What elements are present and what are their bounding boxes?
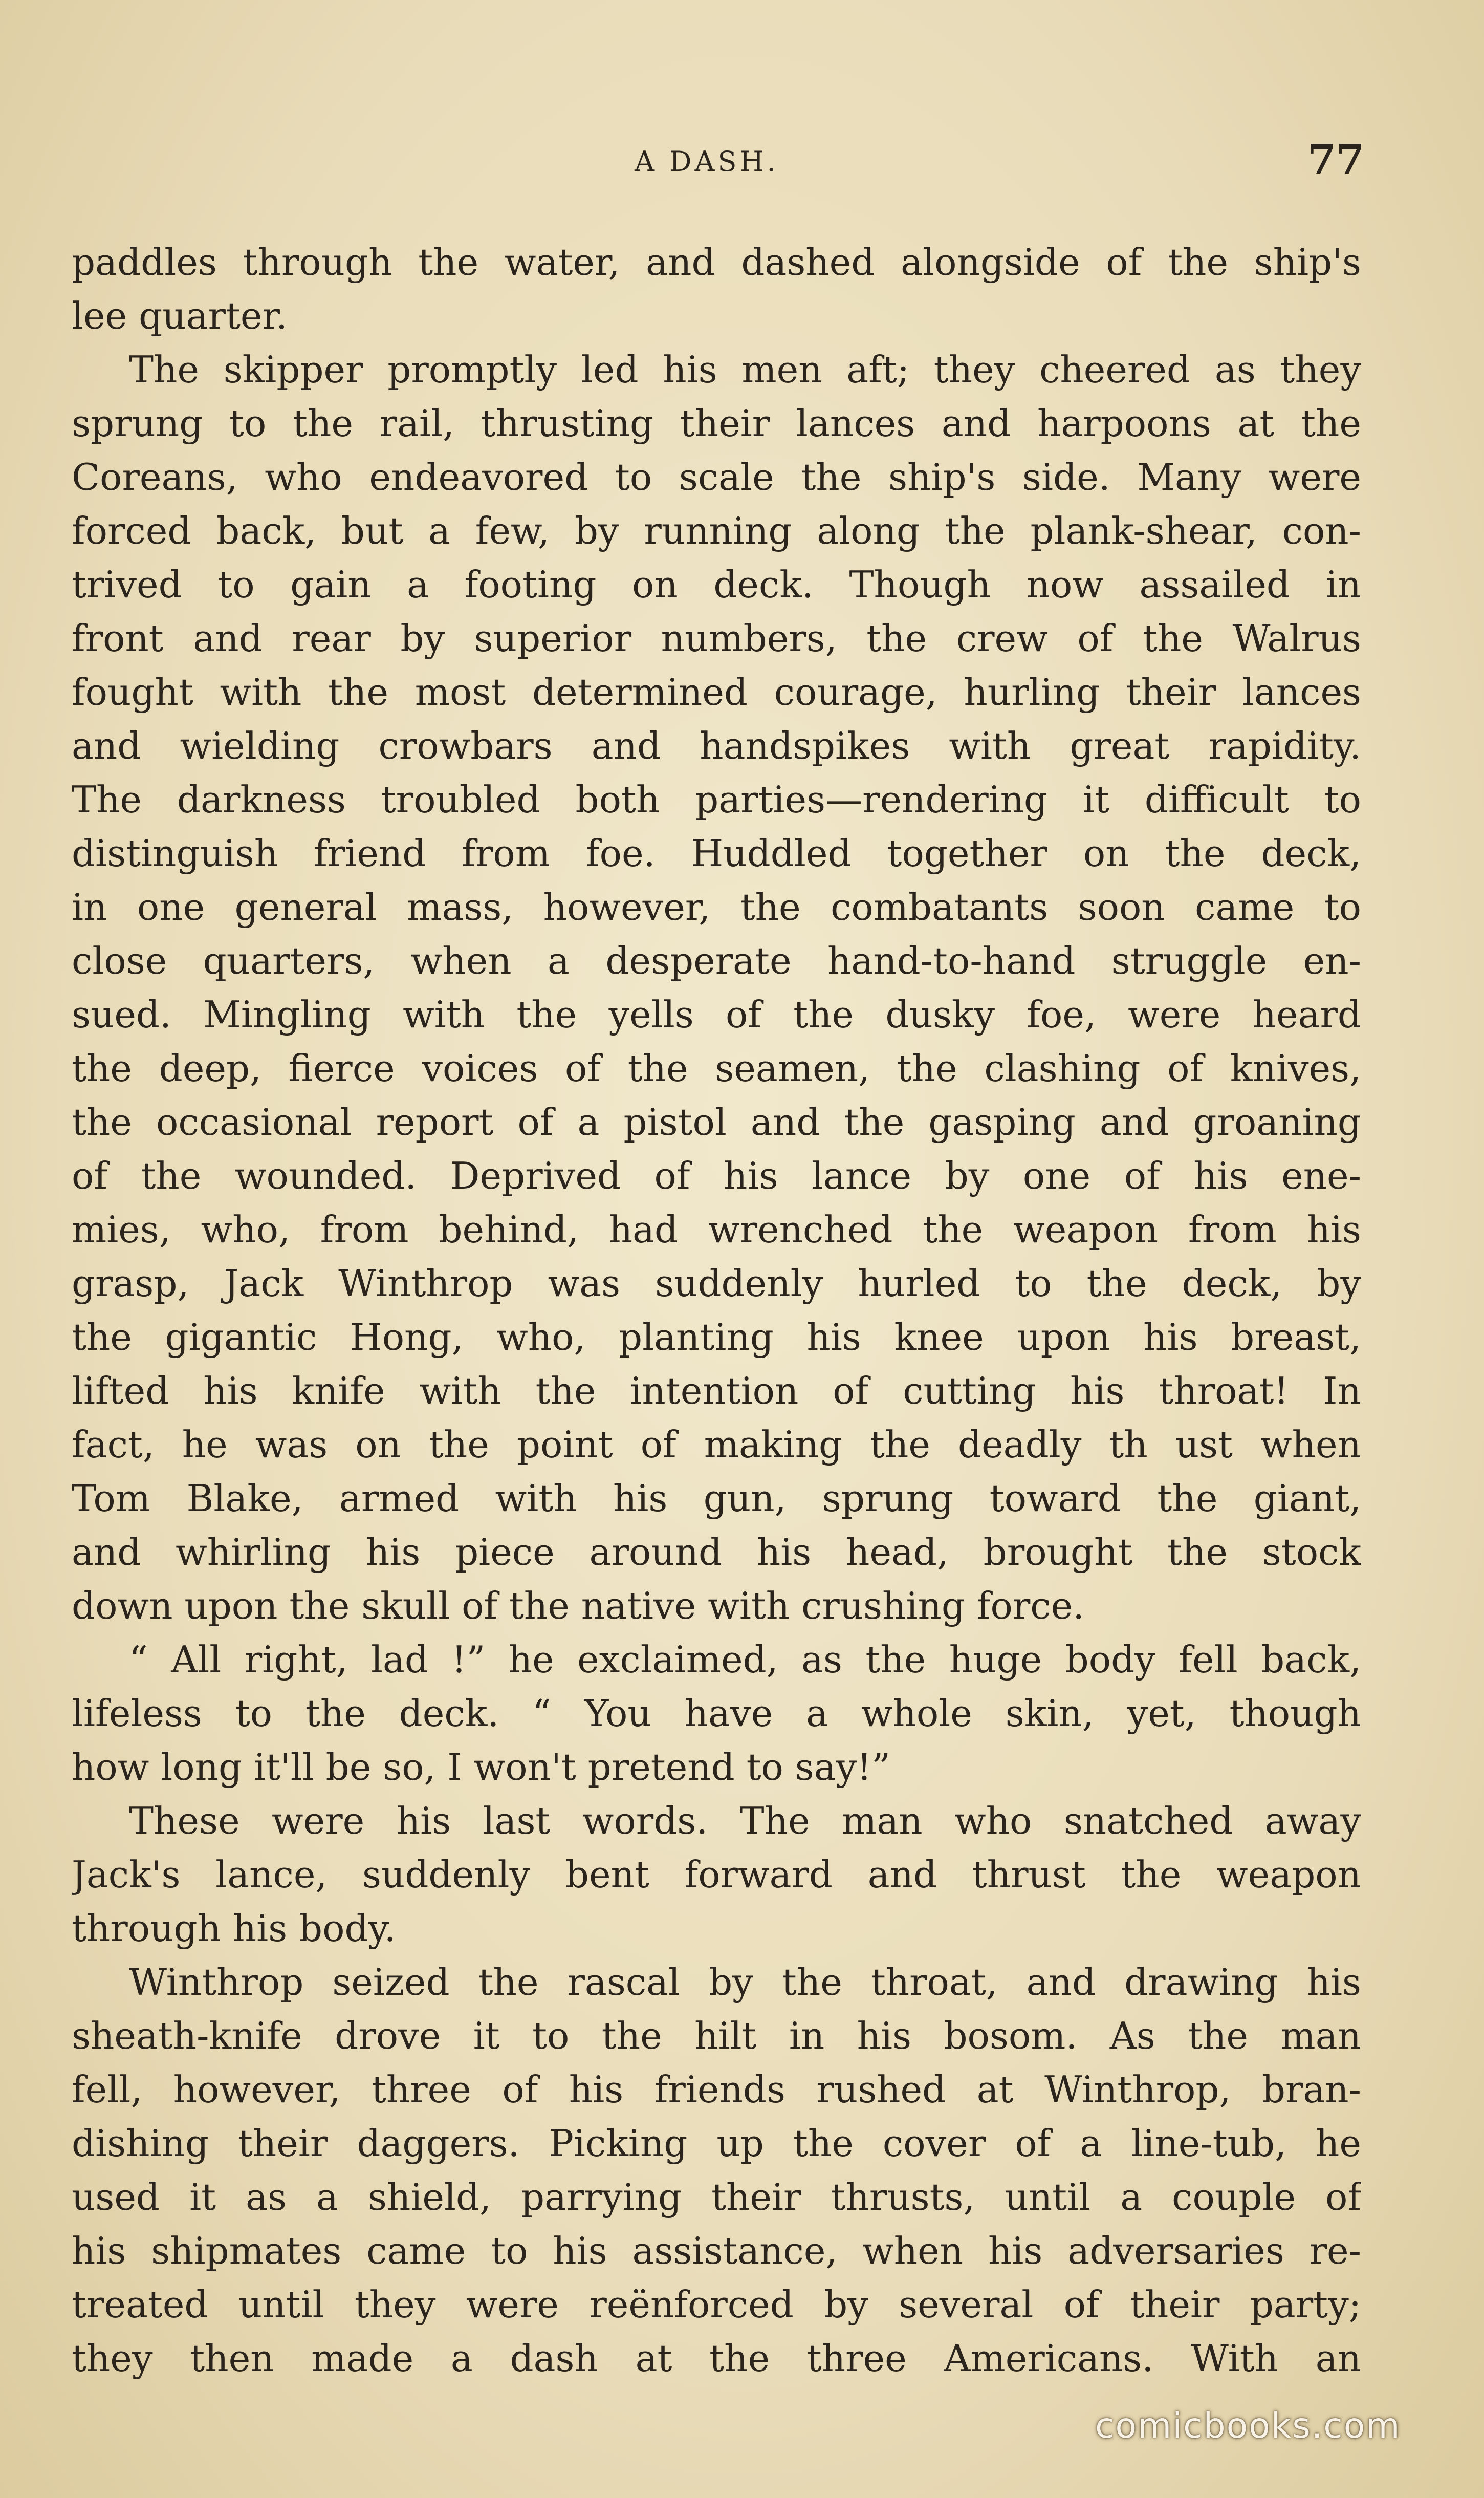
text-line: how long it'll be so, I won't pretend to say!” — [72, 1746, 891, 1789]
text-line: sued. Mingling with the yells of the dusky foe, were heard — [72, 993, 1361, 1036]
text-line: fact, he was on the point of making the deadly th ust when — [72, 1423, 1361, 1466]
text-line: down upon the skull of the native with crushing force. — [72, 1584, 1085, 1627]
text-line: mies, who, from behind, had wrenched the weapon from his — [72, 1208, 1361, 1251]
text-line: the occasional report of a pistol and the gasping and groaning — [72, 1101, 1361, 1144]
text-line: distinguish friend from foe. Huddled together on the deck, — [72, 832, 1361, 875]
text-line: Winthrop seized the rascal by the throat, and drawing his — [129, 1961, 1361, 2004]
text-line: through his body. — [72, 1907, 396, 1950]
text-line: front and rear by superior numbers, the crew of the Walrus — [72, 617, 1361, 660]
page-header — [0, 135, 1484, 195]
text-line: in one general mass, however, the combatants soon came to — [72, 886, 1361, 929]
text-line: Tom Blake, armed with his gun, sprung toward the giant, — [72, 1477, 1361, 1520]
page-number: 77 — [1307, 135, 1365, 183]
text-line: and wielding crowbars and handspikes with great rapidity. — [72, 724, 1361, 767]
paragraph — [72, 343, 1361, 1633]
paragraph — [72, 1794, 1361, 1955]
text-line: trived to gain a footing on deck. Though now assailed in — [72, 563, 1361, 606]
text-line: and whirling his piece around his head, brought the stock — [72, 1531, 1361, 1574]
running-head: A DASH. — [635, 145, 779, 178]
text-line: Coreans, who endeavored to scale the ship's side. Many were — [72, 456, 1361, 499]
text-line: close quarters, when a desperate hand-to-hand struggle en- — [72, 939, 1361, 982]
text-line: grasp, Jack Winthrop was suddenly hurled to the deck, by — [72, 1262, 1361, 1305]
text-line: The darkness troubled both parties—rendering it difficult to — [72, 778, 1361, 821]
text-line: The skipper promptly led his men aft; they cheered as they — [129, 348, 1361, 391]
text-line: fought with the most determined courage, hurling their lances — [72, 671, 1361, 714]
text-line: sheath-knife drove it to the hilt in his bosom. As the man — [72, 2014, 1361, 2057]
text-line: paddles through the water, and dashed alongside of the ship's — [72, 241, 1361, 284]
text-line: the deep, fierce voices of the seamen, the clashing of knives, — [72, 1047, 1361, 1090]
text-line: forced back, but a few, by running along the plank-shear, con- — [72, 509, 1361, 552]
text-line: “ All right, lad !” he exclaimed, as the huge body fell back, — [129, 1638, 1361, 1681]
text-line: lifeless to the deck. “ You have a whole skin, yet, though — [72, 1692, 1361, 1735]
text-line: Jack's lance, suddenly bent forward and thrust the weapon — [72, 1853, 1361, 1896]
text-line: lifted his knife with the intention of cutting his throat! In — [72, 1369, 1361, 1412]
body-text — [72, 235, 1361, 2385]
watermark: comicbooks.com — [1095, 2406, 1401, 2446]
text-line: fell, however, three of his friends rushed at Winthrop, bran- — [72, 2068, 1361, 2111]
text-line: the gigantic Hong, who, planting his knee upon his breast, — [72, 1316, 1361, 1359]
text-line: used it as a shield, parrying their thrusts, until a couple of — [72, 2176, 1361, 2219]
text-line: they then made a dash at the three Americans. With an — [72, 2337, 1361, 2380]
text-line: These were his last words. The man who snatched away — [129, 1799, 1361, 1842]
text-line: his shipmates came to his assistance, when his adversaries re- — [72, 2229, 1361, 2272]
paragraph — [72, 1633, 1361, 1794]
paragraph — [72, 1955, 1361, 2385]
text-line: lee quarter. — [72, 294, 288, 337]
text-line: sprung to the rail, thrusting their lances and harpoons at the — [72, 402, 1361, 445]
text-line: of the wounded. Deprived of his lance by one of his ene- — [72, 1154, 1361, 1197]
paragraph — [72, 235, 1361, 343]
text-line: dishing their daggers. Picking up the cover of a line-tub, he — [72, 2122, 1361, 2165]
text-line: treated until they were reënforced by several of their party; — [72, 2283, 1361, 2326]
